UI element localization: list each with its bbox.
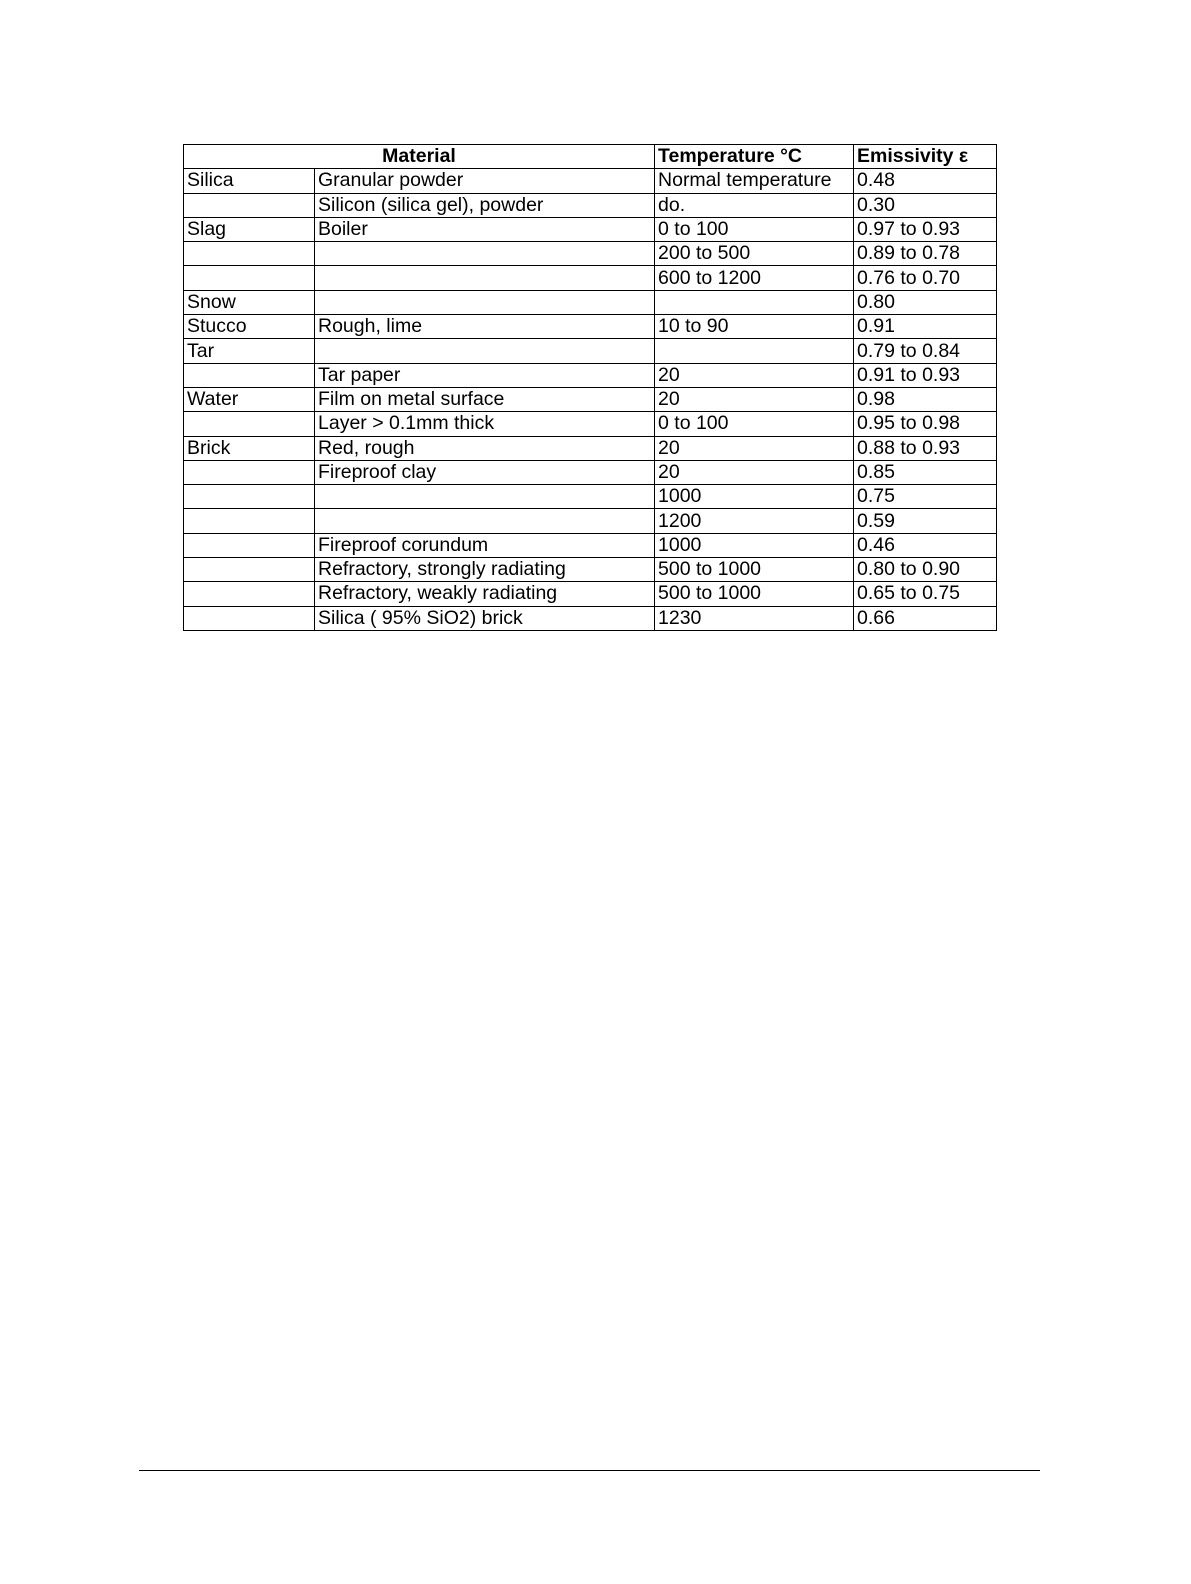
table-row [184,436,997,460]
table-row [184,387,997,411]
table-row [184,290,997,314]
table-row [184,266,997,290]
description-cell: Silica ( 95% SiO2) brick [315,606,655,630]
material-cell: Slag [184,217,315,241]
material-cell [184,582,315,606]
temperature-cell: 1000 [655,485,854,509]
description-cell [315,242,655,266]
temperature-cell: 20 [655,460,854,484]
table-row [184,533,997,557]
description-cell: Fireproof clay [315,460,655,484]
emissivity-cell: 0.66 [854,606,997,630]
emissivity-cell: 0.88 to 0.93 [854,436,997,460]
material-cell [184,509,315,533]
footer-rule [139,1470,1040,1471]
material-cell [184,193,315,217]
material-cell [184,242,315,266]
emissivity-cell: 0.46 [854,533,997,557]
temperature-cell: 20 [655,387,854,411]
emissivity-cell: 0.80 [854,290,997,314]
emissivity-cell: 0.75 [854,485,997,509]
emissivity-cell: 0.80 to 0.90 [854,558,997,582]
table-row [184,606,997,630]
table-row [184,485,997,509]
table-row [184,558,997,582]
description-cell: Red, rough [315,436,655,460]
description-cell: Granular powder [315,169,655,193]
temperature-cell: 1000 [655,533,854,557]
description-cell: Tar paper [315,363,655,387]
table-row [184,363,997,387]
emissivity-cell: 0.98 [854,387,997,411]
material-cell [184,412,315,436]
emissivity-cell: 0.95 to 0.98 [854,412,997,436]
table-row [184,339,997,363]
temperature-cell: 10 to 90 [655,315,854,339]
table-row [184,242,997,266]
table-row [184,509,997,533]
description-cell [315,485,655,509]
emissivity-cell: 0.59 [854,509,997,533]
table-row [184,217,997,241]
header-emissivity: Emissivity ε [854,145,997,169]
table-row [184,582,997,606]
description-cell: Refractory, strongly radiating [315,558,655,582]
description-cell: Boiler [315,217,655,241]
temperature-cell: 1230 [655,606,854,630]
header-material: Material [184,145,655,169]
description-cell: Refractory, weakly radiating [315,582,655,606]
material-cell: Water [184,387,315,411]
material-cell: Snow [184,290,315,314]
emissivity-cell: 0.91 to 0.93 [854,363,997,387]
temperature-cell: 500 to 1000 [655,558,854,582]
material-cell [184,460,315,484]
table-row [184,169,997,193]
emissivity-cell: 0.97 to 0.93 [854,217,997,241]
table-body [184,169,997,631]
description-cell: Silicon (silica gel), powder [315,193,655,217]
temperature-cell [655,290,854,314]
material-cell [184,485,315,509]
temperature-cell: 20 [655,436,854,460]
temperature-cell [655,339,854,363]
emissivity-cell: 0.85 [854,460,997,484]
material-cell [184,266,315,290]
table-row [184,315,997,339]
temperature-cell: 0 to 100 [655,217,854,241]
material-cell: Silica [184,169,315,193]
description-cell [315,266,655,290]
temperature-cell: 1200 [655,509,854,533]
table-row [184,412,997,436]
table-row [184,193,997,217]
material-cell: Stucco [184,315,315,339]
material-cell: Brick [184,436,315,460]
material-cell [184,533,315,557]
description-cell: Film on metal surface [315,387,655,411]
table-header-row [184,145,997,169]
description-cell [315,339,655,363]
material-cell: Tar [184,339,315,363]
temperature-cell: Normal temperature [655,169,854,193]
description-cell [315,509,655,533]
table-row [184,460,997,484]
description-cell: Layer > 0.1mm thick [315,412,655,436]
temperature-cell: 600 to 1200 [655,266,854,290]
emissivity-cell: 0.79 to 0.84 [854,339,997,363]
temperature-cell: 200 to 500 [655,242,854,266]
emissivity-cell: 0.89 to 0.78 [854,242,997,266]
temperature-cell: do. [655,193,854,217]
material-cell [184,363,315,387]
description-cell [315,290,655,314]
temperature-cell: 500 to 1000 [655,582,854,606]
material-cell [184,606,315,630]
emissivity-cell: 0.76 to 0.70 [854,266,997,290]
emissivity-cell: 0.30 [854,193,997,217]
emissivity-cell: 0.48 [854,169,997,193]
description-cell: Fireproof corundum [315,533,655,557]
header-temperature: Temperature °C [655,145,854,169]
material-cell [184,558,315,582]
temperature-cell: 0 to 100 [655,412,854,436]
description-cell: Rough, lime [315,315,655,339]
emissivity-cell: 0.91 [854,315,997,339]
temperature-cell: 20 [655,363,854,387]
emissivity-table [183,144,997,631]
emissivity-cell: 0.65 to 0.75 [854,582,997,606]
